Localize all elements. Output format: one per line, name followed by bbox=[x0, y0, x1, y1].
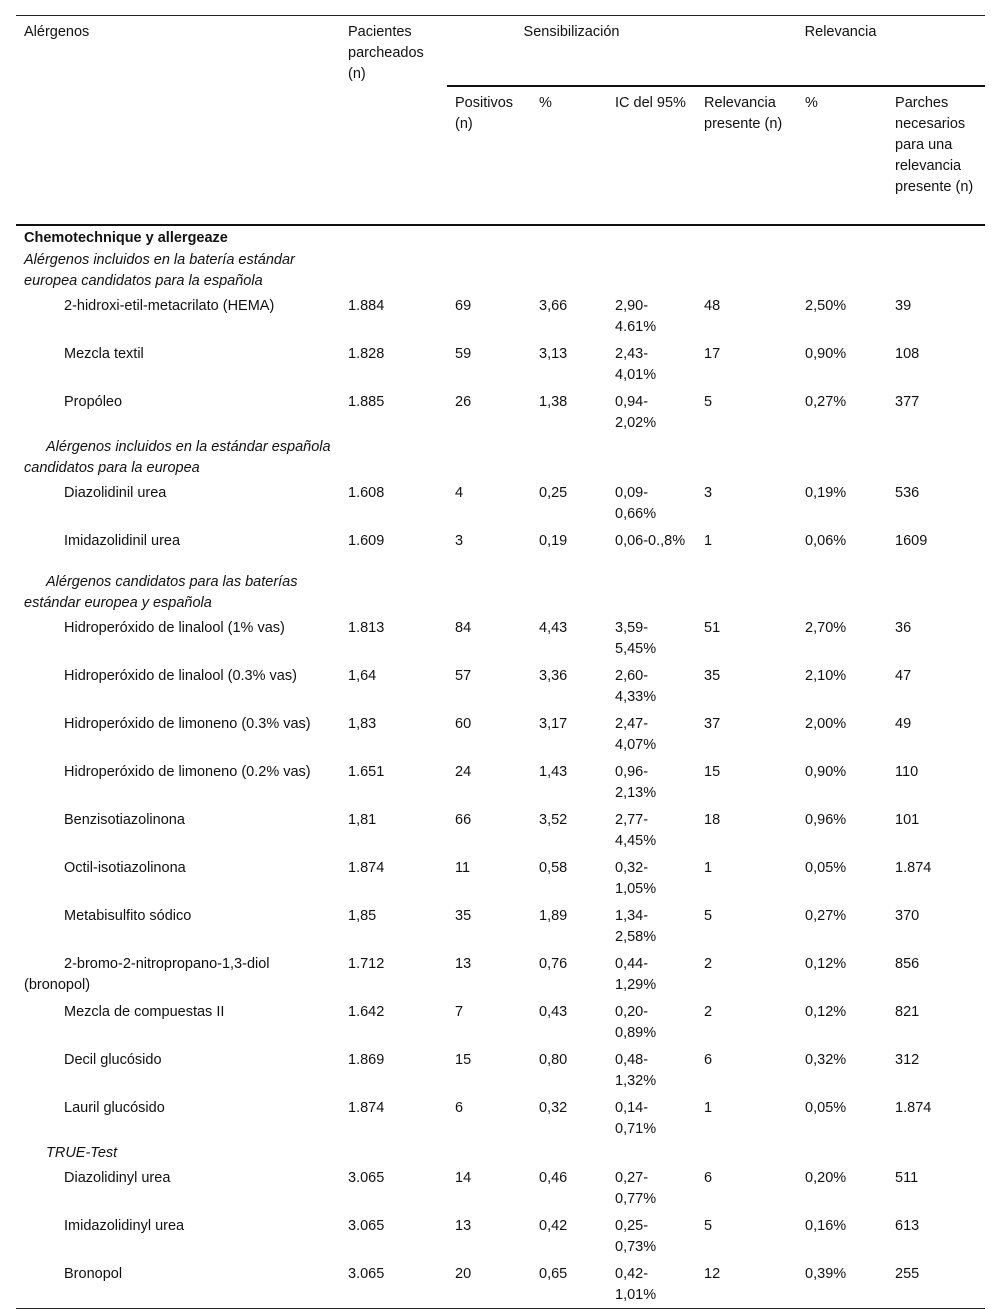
table-cell: 110 bbox=[895, 764, 919, 780]
table-cell: 5 bbox=[704, 908, 713, 924]
table-cell: 0,32% bbox=[805, 1052, 847, 1068]
table-cell: 3,13 bbox=[539, 346, 568, 362]
header-ci: IC del 95% bbox=[607, 86, 696, 225]
table-cell: 6 bbox=[455, 1100, 464, 1116]
allergen-name: Hidroperóxido de limoneno (0.2% vas) bbox=[64, 764, 311, 780]
table-cell: 0,94-2,02% bbox=[615, 394, 657, 431]
allergen-name: Imidazolidinil urea bbox=[64, 533, 181, 549]
table-cell: 1.642 bbox=[348, 1004, 385, 1020]
table-cell: 15 bbox=[455, 1052, 472, 1068]
allergen-name: Bronopol bbox=[16, 1260, 340, 1309]
allergen-table bbox=[16, 15, 985, 1309]
table-cell: 1.869 bbox=[348, 1052, 385, 1068]
empty-cell bbox=[797, 436, 887, 479]
table-row bbox=[16, 340, 985, 388]
table-cell: 59 bbox=[455, 346, 472, 362]
table-cell: 0,32 bbox=[539, 1100, 568, 1116]
allergen-name: Imidazolidinyl urea bbox=[64, 1218, 185, 1234]
table-cell: 1,89 bbox=[539, 908, 568, 924]
table-row bbox=[16, 806, 985, 854]
group-heading-row bbox=[16, 436, 985, 479]
header-positives: Positivos (n) bbox=[447, 86, 531, 225]
table-cell: 4 bbox=[455, 485, 464, 501]
table-cell: 35 bbox=[455, 908, 472, 924]
table-cell: 26 bbox=[455, 394, 472, 410]
group-heading: Alérgenos incluidos en la batería estándar europea candidatos para la española bbox=[24, 252, 295, 289]
table-cell: 1,34-2,58% bbox=[615, 908, 657, 945]
empty-cell bbox=[531, 225, 607, 249]
empty-cell bbox=[447, 225, 531, 249]
table-cell: 0,58 bbox=[539, 860, 568, 876]
empty-cell bbox=[696, 1142, 797, 1164]
table-cell: 1 bbox=[704, 1100, 713, 1116]
allergen-name: 2-bromo-2-nitropropano-1,3-diol (bronopol) bbox=[24, 956, 270, 993]
table-cell: 377 bbox=[895, 394, 920, 410]
table-cell: 1.874 bbox=[348, 1100, 385, 1116]
table-cell: 2,10% bbox=[805, 668, 847, 684]
table-cell: 2,90-4.61% bbox=[615, 298, 657, 335]
table-cell: 2,47-4,07% bbox=[615, 716, 657, 753]
table-cell: 47 bbox=[895, 668, 912, 684]
empty-cell bbox=[887, 225, 985, 249]
table-cell: 6 bbox=[704, 1052, 713, 1068]
empty-cell bbox=[447, 1142, 531, 1164]
allergen-name: Benzisotiazolinona bbox=[64, 812, 185, 828]
table-cell: 0,20% bbox=[805, 1170, 847, 1186]
table-cell: 0,42-1,01% bbox=[607, 1260, 696, 1309]
table-cell: 0,16% bbox=[805, 1218, 847, 1234]
table-cell: 1.651 bbox=[348, 764, 385, 780]
table-cell: 3 bbox=[455, 533, 464, 549]
table-cell: 69 bbox=[455, 298, 472, 314]
table-cell: 613 bbox=[895, 1218, 920, 1234]
table-cell: 0,12% bbox=[805, 1004, 847, 1020]
empty-cell bbox=[340, 1142, 447, 1164]
table-cell: 0,20-0,89% bbox=[615, 1004, 657, 1041]
table-cell: 2,43-4,01% bbox=[615, 346, 657, 383]
table-cell: 0,96-2,13% bbox=[615, 764, 657, 801]
table-row bbox=[16, 662, 985, 710]
table-cell: 3 bbox=[704, 485, 713, 501]
table-cell: 0,14-0,71% bbox=[615, 1100, 657, 1137]
empty-cell bbox=[607, 571, 696, 614]
table-cell: 66 bbox=[455, 812, 472, 828]
table-cell: 1 bbox=[704, 860, 713, 876]
table-cell: 6 bbox=[704, 1170, 713, 1186]
table-cell: 1,64 bbox=[348, 668, 377, 684]
allergen-name: Metabisulfito sódico bbox=[64, 908, 192, 924]
table-cell: 1.712 bbox=[348, 956, 385, 972]
table-cell: 11 bbox=[455, 860, 471, 876]
header-sensitization: Sensibilización bbox=[447, 16, 696, 87]
empty-cell bbox=[607, 249, 696, 292]
empty-cell bbox=[531, 571, 607, 614]
empty-cell bbox=[340, 436, 447, 479]
table-cell: 1.874 bbox=[895, 1100, 932, 1116]
table-cell: 0,39% bbox=[797, 1260, 887, 1309]
table-cell: 0,06% bbox=[805, 533, 847, 549]
table-cell: 0,06-0.,8% bbox=[615, 533, 686, 549]
empty-cell bbox=[797, 249, 887, 292]
group-heading: TRUE-Test bbox=[46, 1145, 118, 1161]
group-heading: Alérgenos candidatos para las baterías estándar europea y española bbox=[24, 574, 298, 611]
table-cell: 1.813 bbox=[348, 620, 385, 636]
table-cell: 36 bbox=[895, 620, 912, 636]
empty-cell bbox=[531, 1142, 607, 1164]
table-cell: 511 bbox=[895, 1170, 919, 1186]
empty-cell bbox=[340, 571, 447, 614]
table-cell: 0,05% bbox=[805, 860, 847, 876]
table-cell: 1.874 bbox=[895, 860, 932, 876]
allergen-name: Hidroperóxido de linalool (1% vas) bbox=[64, 620, 285, 636]
table-cell: 2,50% bbox=[805, 298, 847, 314]
table-cell: 3,66 bbox=[539, 298, 568, 314]
table-cell: 1.884 bbox=[348, 298, 385, 314]
empty-cell bbox=[887, 436, 985, 479]
table-cell: 1,38 bbox=[539, 394, 568, 410]
table-cell: 255 bbox=[887, 1260, 985, 1309]
header-patches-needed: Parches necesarios para una relevancia presente (n) bbox=[887, 86, 985, 225]
table-cell: 2,60-4,33% bbox=[615, 668, 657, 705]
allergen-name: Diazolidinil urea bbox=[64, 485, 167, 501]
allergen-name: Mezcla textil bbox=[64, 346, 144, 362]
empty-cell bbox=[696, 436, 797, 479]
table-cell: 0,27% bbox=[805, 908, 847, 924]
table-cell: 108 bbox=[895, 346, 920, 362]
table-row bbox=[16, 758, 985, 806]
table-cell: 0,19 bbox=[539, 533, 568, 549]
table-cell: 18 bbox=[704, 812, 721, 828]
table-cell: 1.609 bbox=[348, 533, 385, 549]
table-cell: 1,43 bbox=[539, 764, 568, 780]
empty-cell bbox=[887, 1142, 985, 1164]
group-heading: Alérgenos incluidos en la estándar española candidatos para la europea bbox=[24, 439, 331, 476]
table-cell: 370 bbox=[895, 908, 920, 924]
table-cell: 0,12% bbox=[805, 956, 847, 972]
header-present-relevance: Relevancia presente (n) bbox=[696, 86, 797, 225]
table-cell: 0,05% bbox=[805, 1100, 847, 1116]
table-cell: 17 bbox=[704, 346, 721, 362]
table-cell: 0,25-0,73% bbox=[615, 1218, 657, 1255]
table-cell: 24 bbox=[455, 764, 472, 780]
table-cell: 1,81 bbox=[348, 812, 377, 828]
table-cell: 0,46 bbox=[539, 1170, 568, 1186]
table-cell: 0,96% bbox=[805, 812, 847, 828]
empty-cell bbox=[696, 571, 797, 614]
empty-cell bbox=[607, 225, 696, 249]
empty-cell bbox=[531, 436, 607, 479]
group-heading-row bbox=[16, 571, 985, 614]
table-cell: 4,43 bbox=[539, 620, 568, 636]
allergen-name: Decil glucósido bbox=[64, 1052, 162, 1068]
table-row bbox=[16, 998, 985, 1046]
empty-cell bbox=[887, 571, 985, 614]
table-cell: 0,80 bbox=[539, 1052, 568, 1068]
table-cell: 0,27% bbox=[805, 394, 847, 410]
header-pct-relevance: % bbox=[797, 86, 887, 225]
table-cell: 0,90% bbox=[805, 764, 847, 780]
table-cell: 0,43 bbox=[539, 1004, 568, 1020]
table-cell: 39 bbox=[895, 298, 912, 314]
table-cell: 37 bbox=[704, 716, 721, 732]
allergen-name: Propóleo bbox=[64, 394, 123, 410]
table-cell: 57 bbox=[455, 668, 472, 684]
table-cell: 3,52 bbox=[539, 812, 568, 828]
table-cell: 0,25 bbox=[539, 485, 568, 501]
table-cell: 3,36 bbox=[539, 668, 568, 684]
table-cell: 101 bbox=[895, 812, 920, 828]
table-cell: 1.828 bbox=[348, 346, 385, 362]
table-cell: 13 bbox=[455, 956, 472, 972]
table-cell: 3,17 bbox=[539, 716, 568, 732]
empty-cell bbox=[531, 249, 607, 292]
table-row bbox=[16, 292, 985, 340]
table-cell: 821 bbox=[895, 1004, 920, 1020]
table-cell: 12 bbox=[696, 1260, 797, 1309]
table-cell: 1609 bbox=[895, 533, 928, 549]
empty-cell bbox=[797, 571, 887, 614]
header-relevance: Relevancia bbox=[696, 16, 985, 87]
empty-cell bbox=[696, 225, 797, 249]
table-row bbox=[16, 479, 985, 527]
empty-cell bbox=[340, 225, 447, 249]
empty-cell bbox=[887, 249, 985, 292]
allergen-name: Lauril glucósido bbox=[64, 1100, 165, 1116]
table-cell: 15 bbox=[704, 764, 721, 780]
table-row bbox=[16, 527, 985, 571]
table-cell: 0,48-1,32% bbox=[615, 1052, 657, 1089]
table-row bbox=[16, 614, 985, 662]
section-heading: Chemotechnique y allergeaze bbox=[24, 230, 228, 246]
table-row bbox=[16, 902, 985, 950]
empty-cell bbox=[447, 571, 531, 614]
table-cell: 3.065 bbox=[348, 1170, 385, 1186]
group-heading-row bbox=[16, 249, 985, 292]
table-row bbox=[16, 950, 985, 998]
header-patients: Pacientes parcheados (n) bbox=[340, 16, 447, 226]
table-cell: 49 bbox=[895, 716, 912, 732]
table-cell: 2,70% bbox=[805, 620, 847, 636]
table-cell: 1,85 bbox=[348, 908, 377, 924]
table-cell: 84 bbox=[455, 620, 472, 636]
table-cell: 60 bbox=[455, 716, 472, 732]
table-cell: 536 bbox=[895, 485, 920, 501]
table-cell: 312 bbox=[895, 1052, 920, 1068]
table-row bbox=[16, 1212, 985, 1260]
table-cell: 1,83 bbox=[348, 716, 377, 732]
table-body bbox=[16, 225, 985, 1309]
table-cell: 1.608 bbox=[348, 485, 385, 501]
empty-cell bbox=[797, 1142, 887, 1164]
table-cell: 0,65 bbox=[531, 1260, 607, 1309]
empty-cell bbox=[340, 249, 447, 292]
group-heading-row bbox=[16, 1142, 985, 1164]
allergen-name: Mezcla de compuestas II bbox=[64, 1004, 225, 1020]
table-cell: 5 bbox=[704, 394, 713, 410]
table-row bbox=[16, 854, 985, 902]
table-cell: 0,32-1,05% bbox=[615, 860, 657, 897]
empty-cell bbox=[447, 249, 531, 292]
table-cell: 0,76 bbox=[539, 956, 568, 972]
allergen-name: Octil-isotiazolinona bbox=[64, 860, 186, 876]
table-row bbox=[16, 1260, 985, 1309]
table-cell: 1.885 bbox=[348, 394, 385, 410]
empty-cell bbox=[607, 436, 696, 479]
table-cell: 856 bbox=[895, 956, 920, 972]
table-cell: 5 bbox=[704, 1218, 713, 1234]
table-cell: 2,00% bbox=[805, 716, 847, 732]
table-cell: 3,59-5,45% bbox=[615, 620, 657, 657]
allergen-name: Hidroperóxido de limoneno (0.3% vas) bbox=[64, 716, 311, 732]
table-row bbox=[16, 388, 985, 436]
table-cell: 0,44-1,29% bbox=[615, 956, 657, 993]
table-cell: 2 bbox=[704, 956, 713, 972]
table-row bbox=[16, 710, 985, 758]
empty-cell bbox=[797, 225, 887, 249]
empty-cell bbox=[696, 249, 797, 292]
empty-cell bbox=[607, 1142, 696, 1164]
table-cell: 1 bbox=[704, 533, 713, 549]
table-cell: 7 bbox=[455, 1004, 464, 1020]
table-cell: 0,19% bbox=[805, 485, 847, 501]
empty-cell bbox=[447, 436, 531, 479]
table-cell: 35 bbox=[704, 668, 721, 684]
allergen-name: Diazolidinyl urea bbox=[64, 1170, 171, 1186]
allergen-name: 2-hidroxi-etil-metacrilato (HEMA) bbox=[64, 298, 275, 314]
table-cell: 2,77-4,45% bbox=[615, 812, 657, 849]
allergen-name: Hidroperóxido de linalool (0.3% vas) bbox=[64, 668, 297, 684]
table-cell: 0,90% bbox=[805, 346, 847, 362]
table-cell: 48 bbox=[704, 298, 721, 314]
header-allergens: Alérgenos bbox=[16, 16, 340, 226]
table-cell: 20 bbox=[447, 1260, 531, 1309]
section-heading-row bbox=[16, 225, 985, 249]
table-cell: 51 bbox=[704, 620, 721, 636]
table-row bbox=[16, 1094, 985, 1142]
table-row bbox=[16, 1164, 985, 1212]
table-cell: 13 bbox=[455, 1218, 472, 1234]
table-cell: 0,42 bbox=[539, 1218, 568, 1234]
table-cell: 0,09-0,66% bbox=[615, 485, 657, 522]
table-row bbox=[16, 1046, 985, 1094]
table-cell: 1.874 bbox=[348, 860, 385, 876]
table-cell: 0,27-0,77% bbox=[615, 1170, 657, 1207]
header-pct: % bbox=[531, 86, 607, 225]
table-cell: 14 bbox=[455, 1170, 472, 1186]
table-cell: 2 bbox=[704, 1004, 713, 1020]
table-cell: 3.065 bbox=[340, 1260, 447, 1309]
table-cell: 3.065 bbox=[348, 1218, 385, 1234]
